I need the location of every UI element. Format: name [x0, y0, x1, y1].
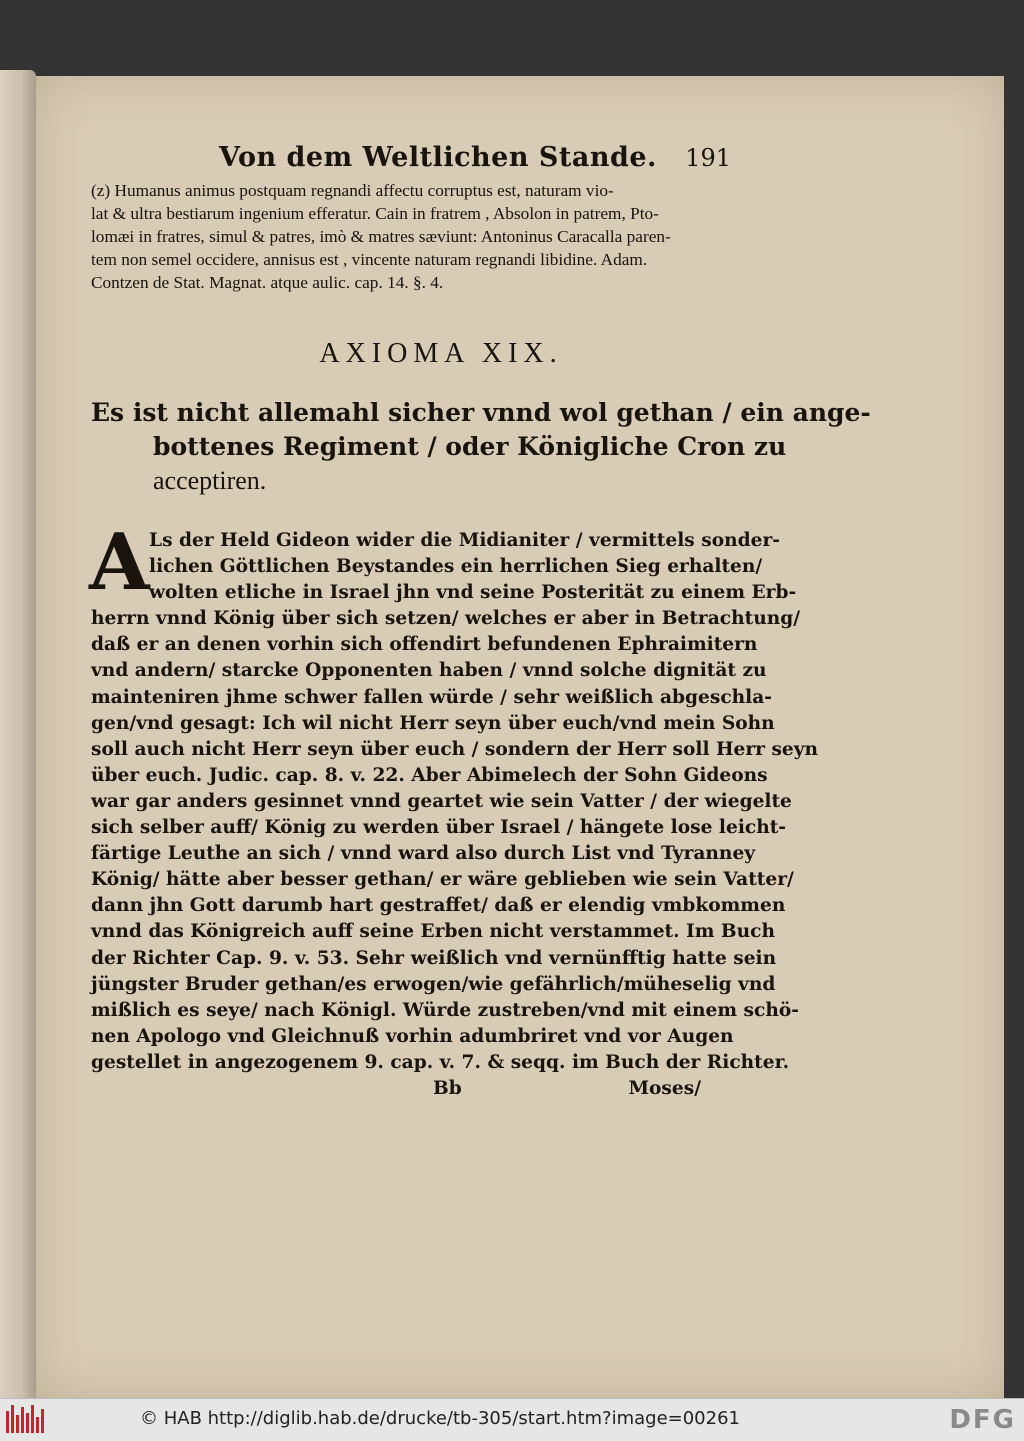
- book-page: [36, 76, 1004, 1398]
- body-line: gen/vnd gesagt: Ich wil nicht Herr seyn über euch/vnd mein Sohn: [91, 712, 775, 734]
- axioma-heading: AXIOMA XIX.: [319, 338, 563, 369]
- previous-page-edge: [0, 70, 36, 1398]
- footer-credit-link[interactable]: © HAB http://diglib.hab.de/drucke/tb-305/start.htm?image=00261: [140, 1408, 740, 1429]
- body-line: war gar anders gesinnet vnnd geartet wie sein Vatter / der wiegelte: [91, 790, 792, 812]
- dfg-logo[interactable]: DFG: [949, 1405, 1016, 1435]
- body-line: Ls der Held Gideon wider die Midianiter / vermittels sonder-: [149, 530, 780, 551]
- footnote: [91, 179, 799, 294]
- axiom-statement-line: bottenes Regiment / oder Königliche Cron zu: [153, 432, 787, 461]
- axiom-statement: [91, 396, 871, 498]
- running-head: [91, 142, 731, 173]
- page-number: 191: [685, 144, 731, 172]
- hab-logo-icon[interactable]: [6, 1405, 46, 1433]
- body-line: mißlich es seye/ nach Königl. Würde zustreben/vnd mit einem schö-: [91, 999, 799, 1021]
- body-line: lichen Göttlichen Beystandes ein herrlichen Sieg erhalten/: [149, 556, 763, 578]
- body-line: färtige Leuthe an sich / vnnd ward also durch List vnd Tyranney: [91, 843, 756, 865]
- axiom-statement-line: Es ist nicht allemahl sicher vnnd wol gethan / ein ange-: [91, 398, 871, 427]
- body-text: [89, 517, 819, 1076]
- body-line: soll auch nicht Herr seyn über euch / sondern der Herr soll Herr seyn: [91, 738, 819, 760]
- footnote-line: Contzen de Stat. Magnat. atque aulic. cap. 14. §. 4.: [91, 273, 444, 292]
- body-line: nen Apologo vnd Gleichnuß vorhin adumbriret vnd vor Augen: [91, 1025, 734, 1047]
- body-line: über euch. Judic. cap. 8. v. 22. Aber Abimelech der Sohn Gideons: [91, 764, 768, 786]
- catchwords: [91, 1078, 701, 1099]
- body-line: der Richter Cap. 9. v. 53. Sehr weißlich vnd vernünfftig hatte sein: [91, 947, 777, 969]
- body-line: sich selber auff/ König zu werden über Israel / hängete lose leicht-: [91, 817, 787, 839]
- footnote-line: lat & ultra bestiarum ingenium efferatur. Cain in fratrem , Absolon in patrem, Pto-: [91, 204, 659, 223]
- body-line: jüngster Bruder gethan/es erwogen/wie gefährlich/müheselig vnd: [91, 973, 776, 995]
- body-line: dann jhn Gott darumb hart gestraffet/ daß er elendig vmbkommen: [91, 895, 786, 917]
- body-line: vnnd das Königreich auff seine Erben nicht verstammet. Im Buch: [91, 921, 775, 943]
- signature-mark: Bb: [433, 1077, 462, 1099]
- axiom-statement-line: acceptiren.: [153, 466, 267, 495]
- catchword: Moses/: [628, 1077, 701, 1099]
- body-line: daß er an denen vorhin sich offendirt befundenen Ephraimitern: [91, 634, 758, 656]
- drop-cap: A: [89, 517, 150, 608]
- page-content: [89, 142, 871, 1099]
- body-line: gestellet in angezogenem 9. cap. v. 7. & seqq. im Buch der Richter.: [91, 1051, 790, 1073]
- body-line: König/ hätte aber besser gethan/ er wäre geblieben wie sein Vatter/: [91, 869, 794, 891]
- body-line: wolten etliche in Israel jhn vnd seine Posterität zu einem Erb-: [149, 582, 797, 604]
- running-head-title: Von dem Weltlichen Stande.: [219, 142, 657, 173]
- footnote-line: (z) Humanus animus postquam regnandi affectu corruptus est, naturam vio-: [91, 181, 614, 200]
- viewer-footer: [0, 1398, 1024, 1441]
- body-line: vnd andern/ starcke Opponenten haben / vnnd solche dignität zu: [91, 660, 767, 682]
- footnote-line: tem non semel occidere, annisus est , vincente naturam regnandi libidine. Adam.: [91, 250, 648, 269]
- footnote-line: lomæi in fratres, simul & patres, imò & matres sæviunt: Antoninus Caracalla paren-: [91, 227, 671, 246]
- body-line: herrn vnnd König über sich setzen/ welches er aber in Betrachtung/: [91, 608, 801, 630]
- body-line: mainteniren jhme schwer fallen würde / sehr weißlich abgeschla-: [91, 686, 773, 708]
